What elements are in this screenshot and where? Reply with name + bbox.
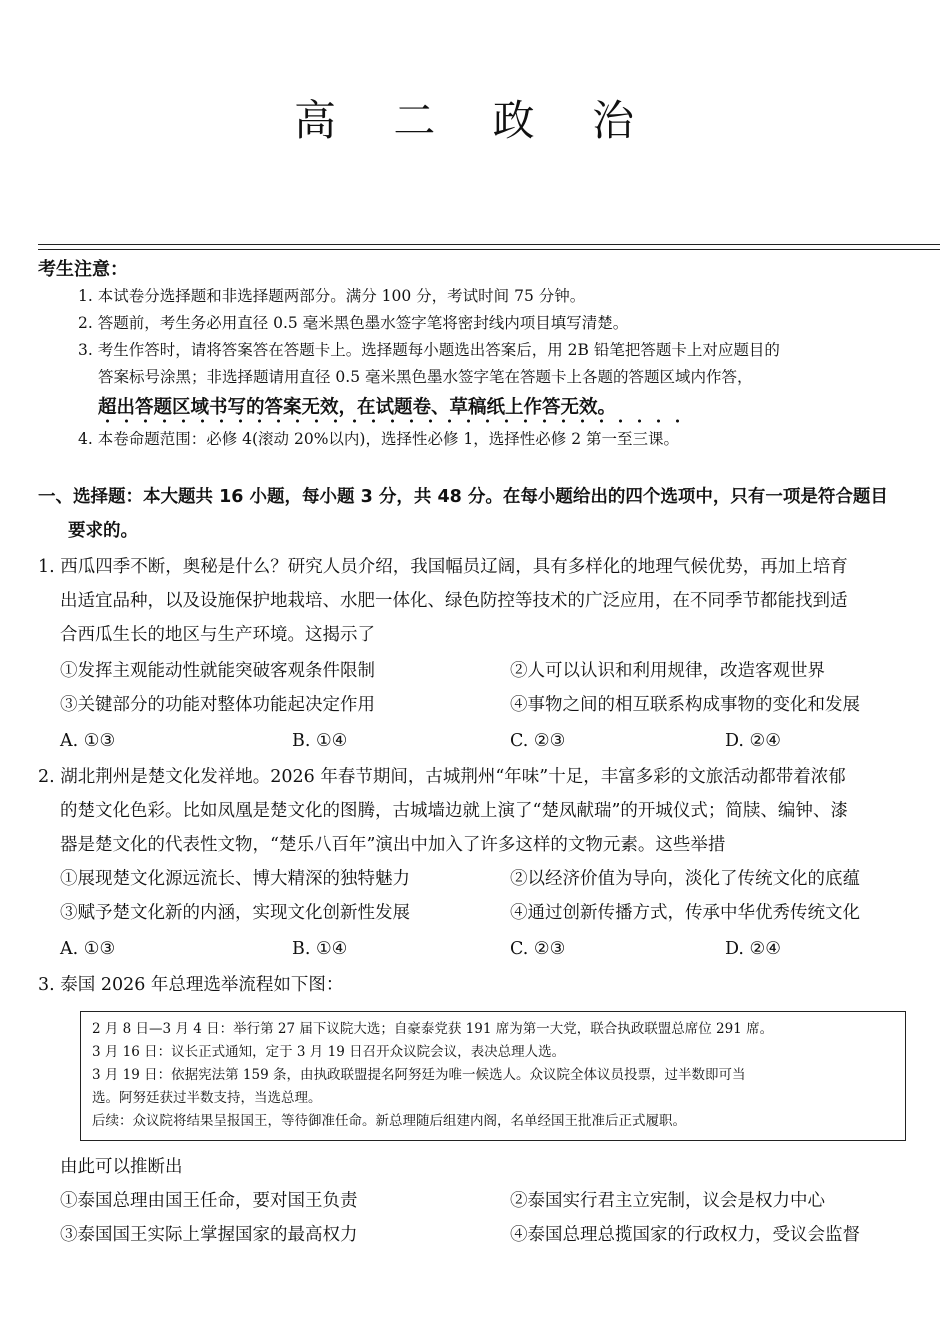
question-1-stem-2: 出适宜品种，以及设施保护地栽培、水肥一体化、绿色防控等技术的广泛应用，在不同季节都能找到适 <box>60 591 848 611</box>
question-2-stem-2: 的楚文化色彩。比如凤凰是楚文化的图腾，古城墙边就上演了“楚凤献瑞”的开城仪式；简牍、编钟、漆 <box>60 801 848 821</box>
question-2-answer-c: C. ②③ <box>510 939 566 959</box>
notice-heading: 考生注意： <box>38 259 128 280</box>
divider-top <box>38 244 940 245</box>
emphasis-dots <box>98 418 688 424</box>
question-3-option-3: ③泰国国王实际上掌握国家的最高权力 <box>60 1225 358 1245</box>
question-2-stem-1: 2. 湖北荆州是楚文化发祥地。2026 年春节期间，古城荆州“年味”十足，丰富多彩的文旅活动都带着浓郁 <box>38 767 846 787</box>
timeline-line-2: 3 月 16 日：议长正式通知，定于 3 月 19 日召开众议院会议，表决总理人选。 <box>92 1044 566 1060</box>
question-1-option-2: ②人可以认识和利用规律，改造客观世界 <box>510 661 825 681</box>
question-1-answer-b: B. ①④ <box>292 731 348 751</box>
section-heading-cont: 要求的。 <box>68 521 138 541</box>
notice-item-3: 3. 考生作答时，请将答案答在答题卡上。选择题每小题选出答案后，用 2B 铅笔把答题卡上对应题目的 <box>78 341 780 359</box>
question-2-answer-b: B. ①④ <box>292 939 348 959</box>
question-2-option-1: ①展现楚文化源远流长、博大精深的独特魅力 <box>60 869 410 889</box>
timeline-line-5: 后续：众议院将结果呈报国王，等待御准任命。新总理随后组建内阁，名单经国王批准后正式履职。 <box>92 1113 686 1129</box>
divider-bottom <box>38 249 940 250</box>
question-1-option-1: ①发挥主观能动性就能突破客观条件限制 <box>60 661 375 681</box>
question-2-option-2: ②以经济价值为导向，淡化了传统文化的底蕴 <box>510 869 860 889</box>
page-title: 高 二 政 治 <box>293 96 657 145</box>
timeline-line-4: 选。阿努廷获过半数支持，当选总理。 <box>92 1090 322 1106</box>
timeline-line-3: 3 月 19 日：依据宪法第 159 条，由执政联盟提名阿努廷为唯一候选人。众议院全体议员投票，过半数即可当 <box>92 1067 746 1083</box>
question-3-option-1: ①泰国总理由国王任命，要对国王负责 <box>60 1191 358 1211</box>
question-2-option-3: ③赋予楚文化新的内涵，实现文化创新性发展 <box>60 903 410 923</box>
notice-item-1: 1. 本试卷分选择题和非选择题两部分。满分 100 分，考试时间 75 分钟。 <box>78 287 586 305</box>
question-3-option-2: ②泰国实行君主立宪制，议会是权力中心 <box>510 1191 825 1211</box>
question-3-lead: 由此可以推断出 <box>60 1157 183 1177</box>
question-1-answer-d: D. ②④ <box>725 731 781 751</box>
notice-item-4: 4. 本卷命题范围：必修 4(滚动 20%以内)，选择性必修 1，选择性必修 2 第一至三课。 <box>78 430 679 448</box>
timeline-line-1: 2 月 8 日—3 月 4 日：举行第 27 届下议院大选；自豪泰党获 191 席为第一大党，联合执政联盟总席位 291 席。 <box>92 1021 774 1037</box>
question-2-option-4: ④通过创新传播方式，传承中华优秀传统文化 <box>510 903 860 923</box>
question-2-answer-d: D. ②④ <box>725 939 781 959</box>
question-3-stem: 3. 泰国 2026 年总理选举流程如下图： <box>38 975 344 995</box>
notice-item-3-cont: 答案标号涂黑；非选择题请用直径 0.5 毫米黑色墨水签字笔在答题卡上各题的答题区域内作答， <box>98 368 753 386</box>
notice-emphasis: 超出答题区域书写的答案无效，在试题卷、草稿纸上作答无效。 <box>98 397 617 418</box>
question-3-option-4: ④泰国总理总揽国家的行政权力，受议会监督 <box>510 1225 860 1245</box>
section-heading: 一、选择题：本大题共 16 小题，每小题 3 分，共 48 分。在每小题给出的四个选项中，只有一项是符合题目 <box>38 487 888 507</box>
question-1-option-3: ③关键部分的功能对整体功能起决定作用 <box>60 695 375 715</box>
question-1-option-4: ④事物之间的相互联系构成事物的变化和发展 <box>510 695 860 715</box>
question-1-answer-a: A. ①③ <box>60 731 116 751</box>
notice-item-2: 2. 答题前，考生务必用直径 0.5 毫米黑色墨水签字笔将密封线内项目填写清楚。 <box>78 314 629 332</box>
question-1-answer-c: C. ②③ <box>510 731 566 751</box>
question-2-stem-3: 器是楚文化的代表性文物，“楚乐八百年”演出中加入了许多这样的文物元素。这些举措 <box>60 835 726 855</box>
question-1-stem-1: 1. 西瓜四季不断，奥秘是什么？研究人员介绍，我国幅员辽阔，具有多样化的地理气候优势，再加上培育 <box>38 557 848 577</box>
question-2-answer-a: A. ①③ <box>60 939 116 959</box>
question-1-stem-3: 合西瓜生长的地区与生产环境。这揭示了 <box>60 625 375 645</box>
